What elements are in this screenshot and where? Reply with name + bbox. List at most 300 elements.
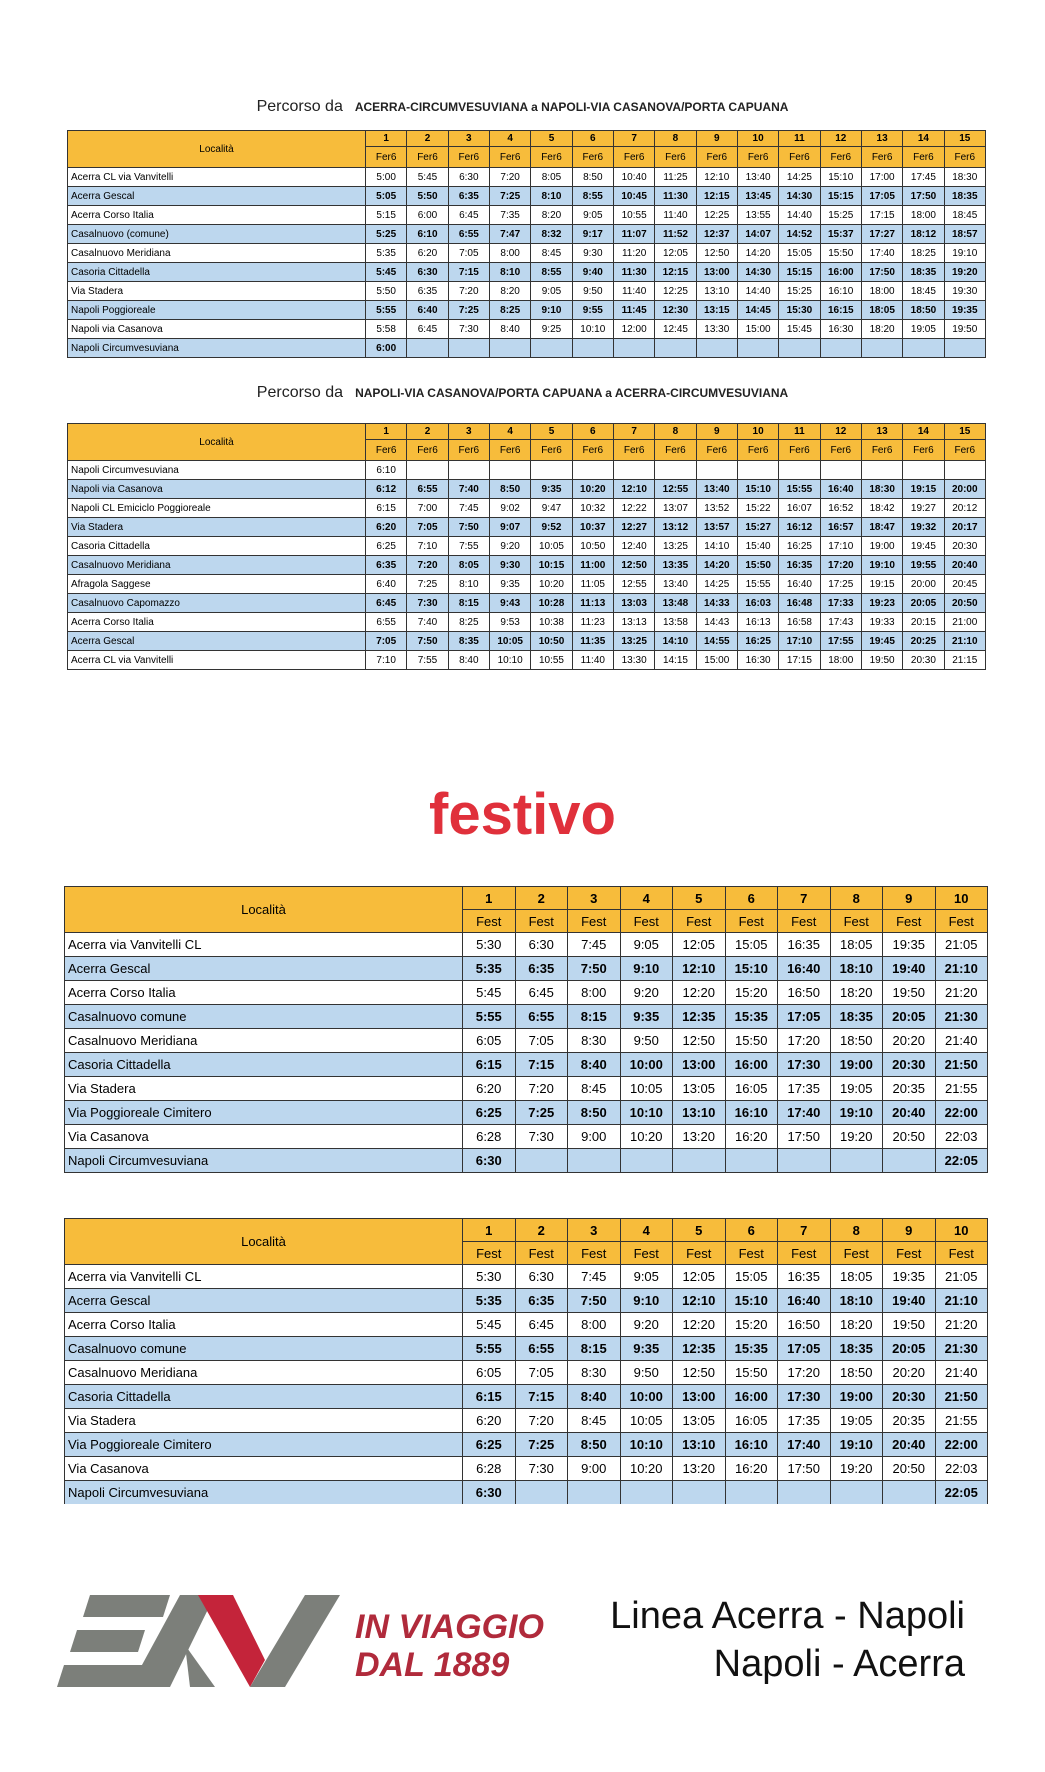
run-type: Fer6 [861, 147, 902, 168]
departure-time: 20:35 [883, 1077, 936, 1101]
table-row [65, 1005, 988, 1029]
run-number: 7 [613, 424, 654, 440]
departure-time: 13:12 [655, 518, 696, 537]
departure-time: 9:02 [489, 499, 530, 518]
departure-time: 13:20 [673, 1125, 726, 1149]
departure-time: 15:05 [725, 1265, 778, 1289]
table-row [68, 575, 986, 594]
departure-time: 6:40 [407, 301, 448, 320]
departure-time: 16:07 [779, 499, 820, 518]
table-row [68, 594, 986, 613]
departure-time: 6:35 [366, 556, 407, 575]
departure-time: 12:05 [655, 244, 696, 263]
departure-time: 17:15 [861, 206, 902, 225]
departure-time: 19:35 [883, 1265, 936, 1289]
departure-time [944, 339, 985, 358]
departure-time: 18:05 [861, 301, 902, 320]
run-number: 5 [531, 424, 572, 440]
departure-time: 18:20 [830, 981, 883, 1005]
departure-time: 6:00 [407, 206, 448, 225]
departure-time: 16:40 [778, 1289, 831, 1313]
stop-name: Napoli Poggioreale [68, 301, 366, 320]
departure-time: 22:00 [935, 1101, 988, 1125]
departure-time: 17:35 [778, 1409, 831, 1433]
departure-time: 6:05 [463, 1029, 516, 1053]
departure-time: 6:05 [463, 1361, 516, 1385]
departure-time: 21:55 [935, 1409, 988, 1433]
departure-time: 17:20 [778, 1361, 831, 1385]
departure-time [572, 461, 613, 480]
departure-time: 13:30 [613, 651, 654, 670]
stop-name: Acerra Corso Italia [65, 981, 463, 1005]
departure-time: 6:20 [366, 518, 407, 537]
departure-time: 9:52 [531, 518, 572, 537]
departure-time: 8:00 [568, 981, 621, 1005]
run-type: Fer6 [489, 147, 530, 168]
departure-time: 5:45 [463, 1313, 516, 1337]
departure-time: 11:20 [613, 244, 654, 263]
departure-time: 22:03 [935, 1457, 988, 1481]
departure-time: 17:10 [779, 632, 820, 651]
run-number: 15 [944, 424, 985, 440]
departure-time: 13:13 [613, 613, 654, 632]
stop-name: Casalnuovo comune [65, 1005, 463, 1029]
run-number: 1 [463, 1219, 516, 1242]
table-row [68, 556, 986, 575]
departure-time: 9:40 [572, 263, 613, 282]
run-type: Fest [830, 910, 883, 933]
departure-time: 14:55 [696, 632, 737, 651]
departure-time: 17:05 [778, 1337, 831, 1361]
departure-time: 16:10 [725, 1433, 778, 1457]
departure-time: 8:50 [568, 1433, 621, 1457]
stop-name: Via Poggioreale Cimitero [65, 1433, 463, 1457]
departure-time: 17:05 [778, 1005, 831, 1029]
departure-time: 9:35 [620, 1005, 673, 1029]
stop-name: Acerra CL via Vanvitelli [68, 651, 366, 670]
departure-time: 8:50 [489, 480, 530, 499]
departure-time: 8:35 [448, 632, 489, 651]
departure-time: 19:10 [830, 1101, 883, 1125]
departure-time: 15:05 [725, 933, 778, 957]
departure-time: 10:20 [620, 1457, 673, 1481]
departure-time: 12:37 [696, 225, 737, 244]
departure-time: 7:45 [568, 933, 621, 957]
departure-time: 8:40 [568, 1053, 621, 1077]
stop-name: Napoli via Casanova [68, 480, 366, 499]
table-row [65, 1457, 988, 1481]
departure-time: 17:50 [861, 263, 902, 282]
departure-time [448, 461, 489, 480]
stop-name: Casoria Cittadella [68, 537, 366, 556]
run-number: 3 [448, 131, 489, 147]
departure-time [696, 339, 737, 358]
departure-time: 8:10 [531, 187, 572, 206]
departure-time: 13:40 [737, 168, 778, 187]
departure-time: 19:05 [903, 320, 944, 339]
stop-name: Casalnuovo (comune) [68, 225, 366, 244]
departure-time: 9:07 [489, 518, 530, 537]
departure-time: 18:05 [830, 933, 883, 957]
departure-time: 10:10 [620, 1101, 673, 1125]
departure-time: 21:05 [935, 1265, 988, 1289]
stop-name: Acerra Corso Italia [68, 206, 366, 225]
stop-name: Acerra Gescal [68, 187, 366, 206]
departure-time: 7:20 [489, 168, 530, 187]
departure-time: 19:23 [861, 594, 902, 613]
departure-time: 6:35 [407, 282, 448, 301]
departure-time: 20:20 [883, 1361, 936, 1385]
table-row [68, 206, 986, 225]
stop-name: Casoria Cittadella [65, 1053, 463, 1077]
table-row [65, 1053, 988, 1077]
run-type: Fer6 [903, 147, 944, 168]
run-type: Fer6 [366, 440, 407, 461]
run-number: 4 [620, 887, 673, 910]
departure-time [489, 339, 530, 358]
departure-time: 8:32 [531, 225, 572, 244]
departure-time: 9:20 [620, 981, 673, 1005]
stop-name: Casalnuovo Meridiana [68, 244, 366, 263]
departure-time: 10:05 [620, 1409, 673, 1433]
stop-name: Napoli Circumvesuviana [68, 339, 366, 358]
run-type: Fer6 [448, 440, 489, 461]
stop-name: Acerra Gescal [68, 632, 366, 651]
departure-time: 6:30 [407, 263, 448, 282]
stop-name: Via Casanova [65, 1125, 463, 1149]
departure-time: 11:52 [655, 225, 696, 244]
departure-time: 15:55 [737, 575, 778, 594]
departure-time: 10:32 [572, 499, 613, 518]
departure-time: 13:57 [696, 518, 737, 537]
departure-time: 6:35 [515, 1289, 568, 1313]
departure-time: 16:30 [820, 320, 861, 339]
departure-time: 21:10 [944, 632, 985, 651]
run-number: 6 [572, 424, 613, 440]
run-number: 13 [861, 131, 902, 147]
departure-time: 12:20 [673, 1313, 726, 1337]
departure-time: 19:15 [861, 575, 902, 594]
departure-time: 19:50 [883, 981, 936, 1005]
departure-time: 7:15 [448, 263, 489, 282]
table-row [68, 461, 986, 480]
table-row [68, 225, 986, 244]
departure-time: 10:37 [572, 518, 613, 537]
departure-time: 16:25 [779, 537, 820, 556]
header-localita: Località [68, 424, 366, 461]
departure-time: 16:52 [820, 499, 861, 518]
departure-time: 6:40 [366, 575, 407, 594]
departure-time: 22:00 [935, 1433, 988, 1457]
departure-time: 21:10 [935, 957, 988, 981]
departure-time: 12:25 [696, 206, 737, 225]
departure-time: 5:15 [366, 206, 407, 225]
departure-time: 14:30 [737, 263, 778, 282]
departure-time: 17:15 [779, 651, 820, 670]
departure-time: 19:33 [861, 613, 902, 632]
departure-time [737, 461, 778, 480]
run-number: 8 [830, 887, 883, 910]
run-number: 4 [620, 1219, 673, 1242]
departure-time: 20:45 [944, 575, 985, 594]
departure-time: 19:20 [944, 263, 985, 282]
departure-time [655, 339, 696, 358]
departure-time: 5:58 [366, 320, 407, 339]
departure-time [407, 339, 448, 358]
departure-time: 21:05 [935, 933, 988, 957]
departure-time [944, 461, 985, 480]
departure-time: 20:00 [903, 575, 944, 594]
run-type: Fest [568, 910, 621, 933]
departure-time: 16:13 [737, 613, 778, 632]
departure-time: 12:20 [673, 981, 726, 1005]
departure-time: 6:25 [463, 1101, 516, 1125]
departure-time [903, 461, 944, 480]
departure-time: 19:10 [830, 1433, 883, 1457]
departure-time: 8:10 [489, 263, 530, 282]
run-number: 9 [696, 131, 737, 147]
departure-time: 5:35 [463, 1289, 516, 1313]
departure-time: 7:05 [366, 632, 407, 651]
stop-name: Afragola Saggese [68, 575, 366, 594]
departure-time: 12:10 [613, 480, 654, 499]
departure-time: 7:30 [515, 1457, 568, 1481]
departure-time: 15:25 [820, 206, 861, 225]
run-number: 8 [830, 1219, 883, 1242]
run-type: Fer6 [366, 147, 407, 168]
departure-time: 19:50 [883, 1313, 936, 1337]
run-number: 4 [489, 131, 530, 147]
departure-time: 19:00 [830, 1385, 883, 1409]
departure-time: 18:10 [830, 957, 883, 981]
departure-time: 20:50 [883, 1125, 936, 1149]
departure-time: 13:15 [696, 301, 737, 320]
departure-time: 9:43 [489, 594, 530, 613]
run-type: Fer6 [861, 440, 902, 461]
departure-time: 6:15 [463, 1385, 516, 1409]
run-number: 11 [779, 424, 820, 440]
departure-time: 13:10 [696, 282, 737, 301]
festivo-heading: festivo [429, 782, 616, 847]
departure-time [613, 461, 654, 480]
departure-time: 12:50 [673, 1029, 726, 1053]
departure-time: 16:00 [725, 1053, 778, 1077]
run-type: Fest [935, 1242, 988, 1265]
run-number: 2 [515, 887, 568, 910]
timetable-holiday-outbound [64, 886, 988, 1173]
table-row [65, 1077, 988, 1101]
run-type: Fer6 [944, 147, 985, 168]
departure-time: 21:50 [935, 1385, 988, 1409]
departure-time: 7:20 [407, 556, 448, 575]
run-number: 14 [903, 131, 944, 147]
departure-time: 19:00 [861, 537, 902, 556]
departure-time: 12:05 [673, 933, 726, 957]
table-row [65, 1029, 988, 1053]
slogan [355, 1608, 544, 1684]
departure-time: 13:25 [655, 537, 696, 556]
departure-time: 9:50 [620, 1029, 673, 1053]
stop-name: Via Casanova [65, 1457, 463, 1481]
stop-name: Via Stadera [65, 1077, 463, 1101]
run-number: 7 [778, 1219, 831, 1242]
departure-time: 16:05 [725, 1409, 778, 1433]
departure-time: 7:05 [515, 1029, 568, 1053]
header-localita: Località [65, 1219, 463, 1265]
run-number: 5 [673, 887, 726, 910]
departure-time: 18:50 [830, 1361, 883, 1385]
departure-time: 7:50 [407, 632, 448, 651]
departure-time: 19:35 [944, 301, 985, 320]
departure-time [613, 339, 654, 358]
departure-time: 13:55 [737, 206, 778, 225]
departure-time: 16:03 [737, 594, 778, 613]
departure-time [696, 461, 737, 480]
departure-time: 19:05 [830, 1409, 883, 1433]
departure-time: 15:37 [820, 225, 861, 244]
departure-time: 16:50 [778, 981, 831, 1005]
departure-time: 7:55 [407, 651, 448, 670]
departure-time: 10:10 [620, 1433, 673, 1457]
departure-time [861, 339, 902, 358]
departure-time: 8:20 [489, 282, 530, 301]
departure-time: 10:20 [620, 1125, 673, 1149]
departure-time: 22:05 [935, 1481, 988, 1505]
line-name [610, 1592, 965, 1688]
departure-time: 17:10 [820, 537, 861, 556]
departure-time: 17:05 [861, 187, 902, 206]
run-type: Fest [830, 1242, 883, 1265]
departure-time: 12:15 [696, 187, 737, 206]
departure-time: 11:07 [613, 225, 654, 244]
departure-time: 19:00 [830, 1053, 883, 1077]
departure-time: 6:00 [366, 339, 407, 358]
departure-time [620, 1149, 673, 1173]
departure-time: 8:25 [448, 613, 489, 632]
stop-name: Acerra Gescal [65, 957, 463, 981]
departure-time: 12:10 [673, 957, 726, 981]
table-row [65, 1313, 988, 1337]
table-row [65, 1125, 988, 1149]
departure-time: 14:52 [779, 225, 820, 244]
departure-time: 20:30 [883, 1385, 936, 1409]
run-number: 7 [613, 131, 654, 147]
departure-time: 5:45 [463, 981, 516, 1005]
route-title-route: ACERRA-CIRCUMVESUVIANA a NAPOLI-VIA CASANOVA/PORTA CAPUANA [354, 100, 789, 114]
departure-time: 19:50 [861, 651, 902, 670]
departure-time [407, 461, 448, 480]
departure-time: 8:50 [568, 1101, 621, 1125]
departure-time: 6:30 [515, 1265, 568, 1289]
eav-logo [50, 1590, 360, 1695]
departure-time: 6:15 [463, 1053, 516, 1077]
departure-time: 6:45 [366, 594, 407, 613]
departure-time: 10:20 [572, 480, 613, 499]
run-type: Fest [515, 910, 568, 933]
run-number: 10 [737, 424, 778, 440]
departure-time: 5:50 [407, 187, 448, 206]
departure-time: 6:20 [463, 1077, 516, 1101]
departure-time: 9:05 [572, 206, 613, 225]
run-type: Fer6 [655, 440, 696, 461]
departure-time: 9:05 [531, 282, 572, 301]
departure-time: 16:58 [779, 613, 820, 632]
departure-time: 15:45 [779, 320, 820, 339]
departure-time: 5:50 [366, 282, 407, 301]
table-row [65, 1385, 988, 1409]
stop-name: Napoli Circumvesuviana [65, 1149, 463, 1173]
line-name-1: Linea Acerra - Napoli [610, 1595, 965, 1637]
departure-time: 8:40 [568, 1385, 621, 1409]
departure-time: 7:05 [515, 1361, 568, 1385]
departure-time: 8:50 [572, 168, 613, 187]
departure-time: 21:40 [935, 1029, 988, 1053]
stop-name: Casoria Cittadella [65, 1385, 463, 1409]
run-type: Fer6 [613, 440, 654, 461]
departure-time: 17:40 [778, 1101, 831, 1125]
departure-time: 13:00 [696, 263, 737, 282]
departure-time: 19:05 [830, 1077, 883, 1101]
departure-time: 10:28 [531, 594, 572, 613]
departure-time: 7:50 [448, 518, 489, 537]
departure-time [448, 339, 489, 358]
departure-time: 6:45 [448, 206, 489, 225]
departure-time: 11:35 [572, 632, 613, 651]
departure-time [489, 461, 530, 480]
departure-time: 7:10 [366, 651, 407, 670]
departure-time: 12:50 [673, 1361, 726, 1385]
departure-time: 14:45 [737, 301, 778, 320]
run-type: Fest [725, 910, 778, 933]
run-type: Fest [515, 1242, 568, 1265]
stop-name: Via Stadera [68, 518, 366, 537]
run-type: Fer6 [779, 440, 820, 461]
departure-time: 19:40 [883, 957, 936, 981]
run-number: 2 [515, 1219, 568, 1242]
departure-time: 19:32 [903, 518, 944, 537]
run-type: Fer6 [572, 440, 613, 461]
departure-time: 15:05 [779, 244, 820, 263]
departure-time: 12:22 [613, 499, 654, 518]
run-type: Fest [935, 910, 988, 933]
departure-time: 10:55 [613, 206, 654, 225]
table-row [65, 1481, 988, 1505]
departure-time: 9:00 [568, 1125, 621, 1149]
departure-time: 16:10 [725, 1101, 778, 1125]
timetable-holiday-return [64, 1218, 988, 1505]
departure-time: 11:40 [613, 282, 654, 301]
departure-time: 8:40 [489, 320, 530, 339]
table-cut-mask [60, 1504, 1000, 1544]
departure-time: 16:40 [779, 575, 820, 594]
route-title-label: Percorso da [256, 98, 343, 115]
run-number: 3 [448, 424, 489, 440]
stop-name: Acerra Corso Italia [68, 613, 366, 632]
departure-time: 15:00 [696, 651, 737, 670]
departure-time: 6:28 [463, 1457, 516, 1481]
departure-time: 13:35 [655, 556, 696, 575]
run-type: Fer6 [737, 440, 778, 461]
departure-time: 11:40 [572, 651, 613, 670]
departure-time: 10:40 [613, 168, 654, 187]
departure-time [568, 1149, 621, 1173]
departure-time: 13:03 [613, 594, 654, 613]
stop-name: Casoria Cittadella [68, 263, 366, 282]
run-number: 1 [366, 131, 407, 147]
departure-time: 6:45 [515, 981, 568, 1005]
departure-time: 6:30 [463, 1149, 516, 1173]
departure-time: 9:35 [531, 480, 572, 499]
